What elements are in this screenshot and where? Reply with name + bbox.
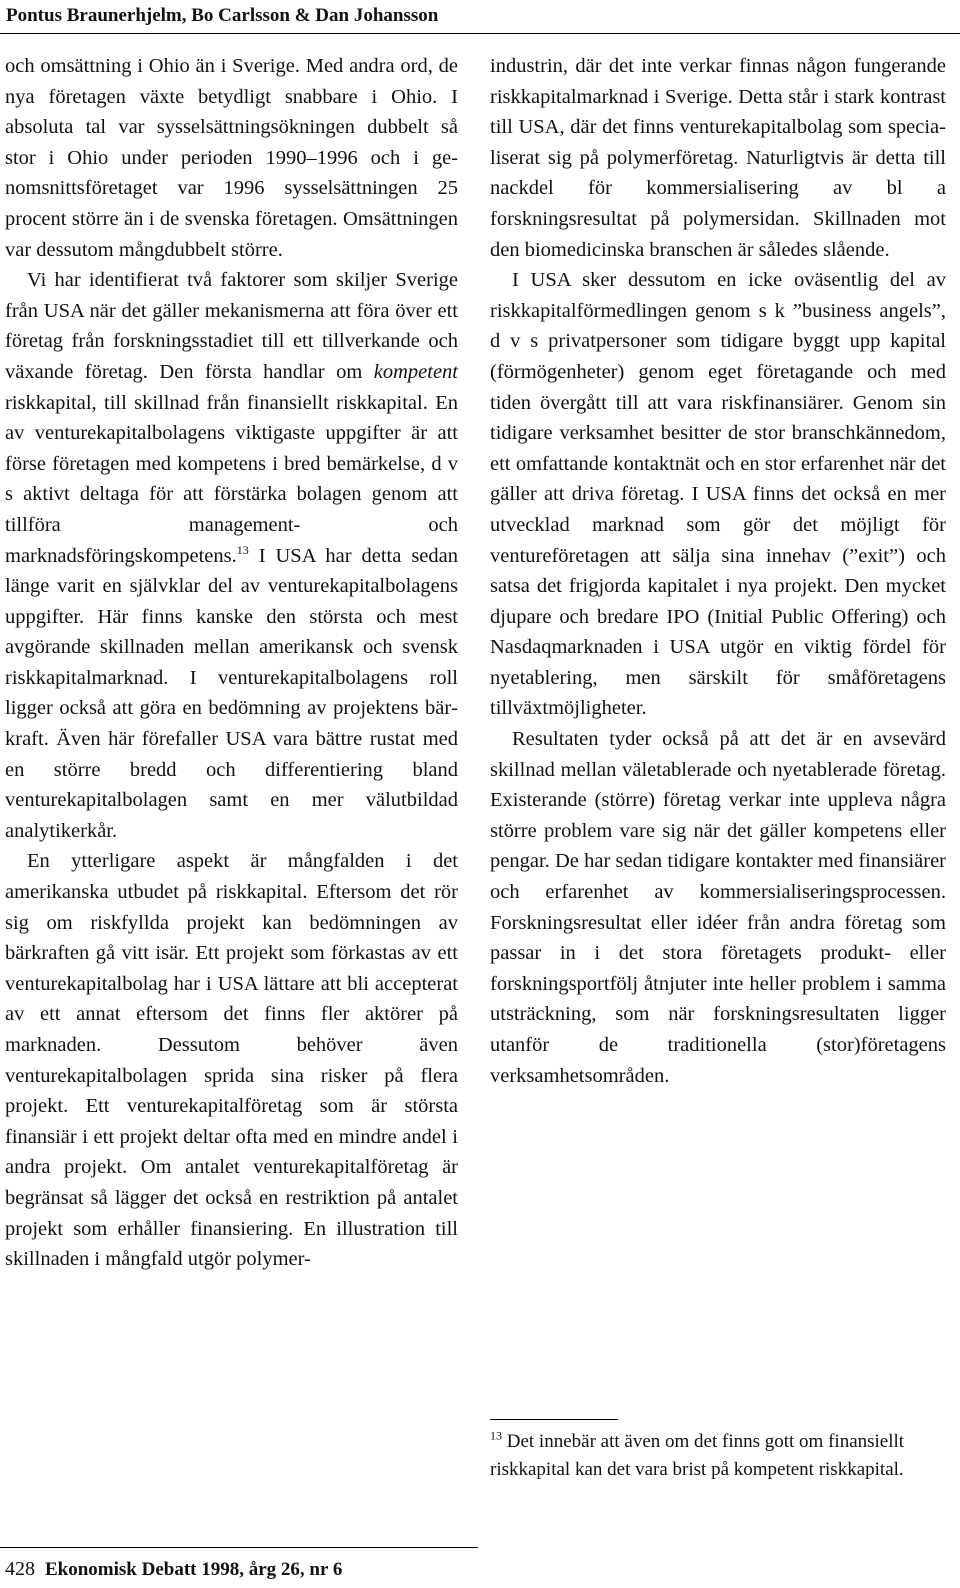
page-footer [5, 1556, 342, 1583]
page-number: 428 [5, 1558, 35, 1580]
footer-rule [0, 1547, 478, 1548]
emphasis-kompetent: kompetent [373, 360, 458, 383]
footnote-reference[interactable]: 13 [236, 542, 249, 557]
right-paragraph-2: I USA sker dessutom en icke oväsentlig del av riskkapitalförmedlingen genom s k ”business angels”, d v s privatpersoner som tidigare byggt upp kapital (förmögenheter) genom eget företagande och med tiden övergått till att vara riskfinansiärer. Genom sin tidigare verksamhet besitter de stor branschkännedom, ett omfattande kontaktnät och en stor erfarenhet när det gäller att driva företag. I USA finns det också en mer utvecklad marknad som gör det möjligt för ventureföretagen att sälja sina innehav (”exit”) och satsa det frigjorda kapitalet i nya projekt. Den mycket djupare och bredare IPO (Initial Public Offering) och Nasdaqmarknaden i USA utgör en viktig fördel för nyetablering, men särskilt för småföretagens tillväxtmöjligheter. [490, 269, 946, 720]
footnote-text: Det innebär att även om det finns gott om finansiellt riskkapital kan det vara brist på kompetent riskkapital. [490, 1431, 905, 1480]
left-paragraph-2-part-c: I USA har detta sedan länge varit en självklar del av venturekapitalbolagens uppgifter. Här finns kanske den största och mest avgörande skillnaden mellan amerikansk och svensk riskkapitalmarknad. I venturekapitalbolagens roll ligger också att göra en bedömning av projektens bärkraft. Även här förefaller USA vara bättre rustat med en större bredd och differentiering bland venturekapitalbolagen samt en mer välutbildad analytikerkår. [5, 544, 458, 842]
left-paragraph-2-part-a: Vi har identifierat två faktorer som skiljer Sverige från USA när det gäller mekanismerna att föra över ett företag från forskningsstadiet till ett tillverkande och växande företag. Den första handlar om [5, 269, 458, 383]
right-column [490, 51, 946, 1091]
right-paragraph-3: Resultaten tyder också på att det är en avsevärd skillnad mellan väletablerade och nyetablerade företag. Existerande (större) företag verkar inte uppleva några större problem vare sig när det gäller kompetens eller pengar. De har sedan tidigare kontakter med finansiärer och erfarenhet av kommersialiseringsprocessen. Forskningsresultat eller idéer från andra företag som passar in i det stora företagets produkt- eller forskningsportfölj åtnjuter inte heller problem i samma utsträckning, som när forskningsresultaten ligger utanför de traditionella (stor)företagens verksamhetsområden. [490, 728, 946, 1087]
header-rule [0, 33, 960, 34]
footnote [490, 1428, 946, 1484]
left-paragraph-3: En ytterligare aspekt är mångfalden i det amerikanska utbudet på riskkapital. Eftersom det rör sig om riskfyllda projekt kan bedömningen av bärkraften gå vitt isär. Ett projekt som förkastas av ett venturekapitalbolag har i USA lättare att bli accepterat av ett annat eftersom det finns fler aktörer på marknaden. Dessutom behöver även venturekapitalbolagen sprida sina risker på flera projekt. Ett venturekapitalföretag som är största finansiär i ett projekt deltar ofta med en mindre andel i andra projekt. Om antalet venturekapitalföretag är begränsat så lägger det också en restriktion på antalet projekt som erhåller finansiering. En illustration till skillnaden i mångfald utgör polymer- [5, 850, 458, 1271]
running-header: Pontus Braunerhjelm, Bo Carlsson & Dan Johansson [6, 5, 439, 26]
left-paragraph-1: och omsättning i Ohio än i Sverige. Med andra ord, de nya företagen växte betydligt snabbare i Ohio. I absoluta tal var sysselsättningsökningen dubbelt så stor i Ohio under perioden 1990–1996 och i genomsnittsföretaget var 1996 sysselsättningen 25 procent större än i de svenska företagen. Omsättningen var dessutom mångdubbelt större. [5, 55, 458, 261]
right-paragraph-1: industrin, där det inte verkar finnas någon fungerande riskkapitalmarknad i Sverige. Detta står i stark kontrast till USA, där det finns venturekapitalbolag som specialiserat sig på polymerföretag. Naturligtvis är detta till nackdel för kommersialisering av bl a forskningsresultat på polymersidan. Skillnaden mot den biomedicinska branschen är således slående. [490, 55, 946, 261]
left-paragraph-2 [5, 265, 458, 846]
footnote-number: 13 [490, 1428, 502, 1443]
journal-reference: Ekonomisk Debatt 1998, årg 26, nr 6 [45, 1559, 343, 1580]
left-paragraph-2-part-b: riskkapital, till skillnad från finansiellt riskkapital. En av venturekapitalbolagens viktigaste uppgifter är att förse företagen med kompetens i bred bemärkelse, d v s aktivt deltaga för att förstärka bolagen genom att tillföra management- och marknadsföringskompetens. [5, 391, 458, 567]
footnote-rule [490, 1419, 618, 1420]
left-column [5, 51, 458, 1275]
